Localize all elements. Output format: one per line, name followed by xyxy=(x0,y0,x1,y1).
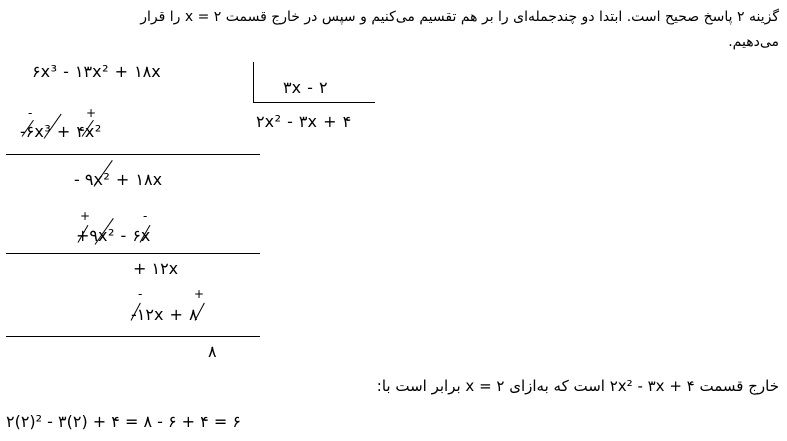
step2-subtract: +۹x² - ۶x xyxy=(76,226,151,245)
step3-sign-b: + xyxy=(194,287,205,301)
quotient: ۲x² - ۳x + ۴ xyxy=(256,112,352,131)
subtraction-line-2 xyxy=(6,253,260,254)
step3-subtract: -۱۲x + ۸ xyxy=(131,305,198,324)
evaluation-equation: ۲(۲)² - ۳(۲) + ۴ = ۸ - ۶ + ۴ = ۶ xyxy=(6,412,241,431)
step1-sign-a: - xyxy=(28,106,33,120)
step3-sign-a: - xyxy=(138,287,143,301)
dividend: ۶x³ - ۱۳x² + ۱۸x xyxy=(32,62,162,81)
remainder-2: + ۱۲x xyxy=(133,259,179,278)
conclusion-sentence: خارج قسمت ۲x² - ۳x + ۴ است که به‌ازای x = ۲ برابر است با: xyxy=(376,377,779,395)
statement-line-1: گزینه ۲ پاسخ صحیح است. ابتدا دو چندجمله‌ای را بر هم تقسیم می‌کنیم و سپس در خارج قسمت x = ۲ را قرار xyxy=(140,9,779,25)
divisor: ۳x - ۲ xyxy=(283,78,328,97)
divisor-bracket-vertical xyxy=(253,62,254,102)
remainder-final: ۸ xyxy=(208,342,217,361)
remainder-1: - ۹x² + ۱۸x xyxy=(74,170,163,189)
step1-subtract: -۶x³ + ۴x² xyxy=(20,122,102,141)
step2-sign-a: + xyxy=(80,209,91,223)
divisor-bracket-horizontal xyxy=(253,102,375,103)
step1-sign-b: + xyxy=(86,106,97,120)
subtraction-line-1 xyxy=(6,154,260,155)
subtraction-line-3 xyxy=(6,336,260,337)
statement-line-2: می‌دهیم. xyxy=(728,34,779,50)
step2-sign-b: - xyxy=(143,209,148,223)
